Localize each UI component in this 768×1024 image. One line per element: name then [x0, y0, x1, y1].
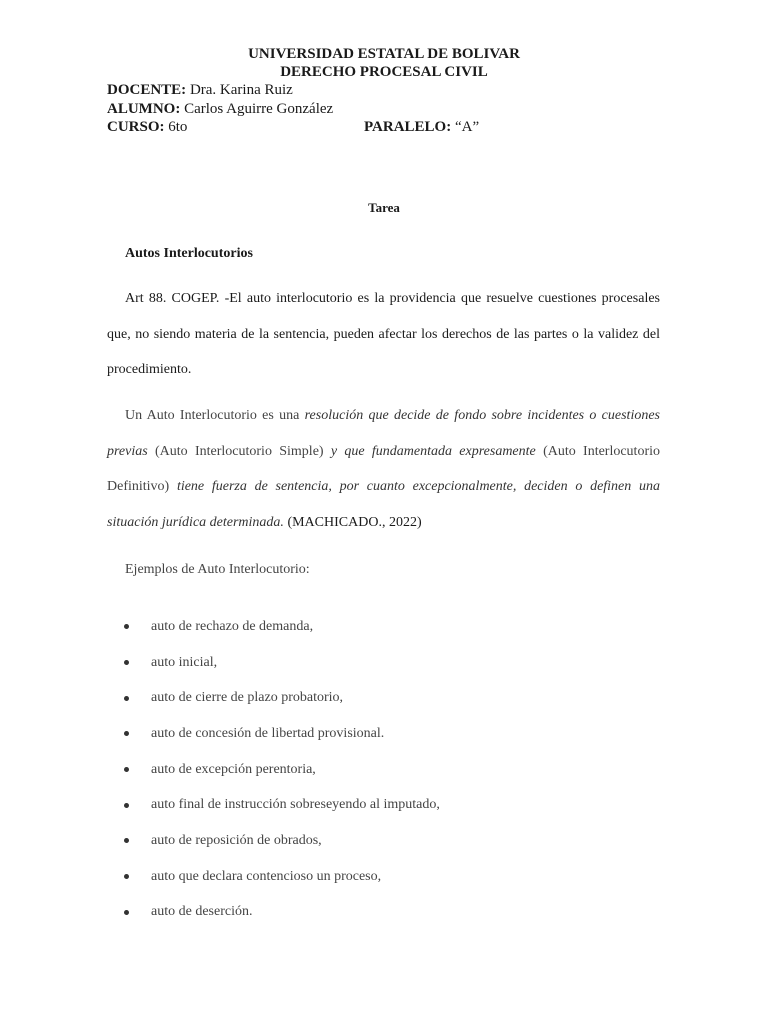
list-item — [120, 645, 440, 681]
examples-list — [120, 609, 440, 930]
bullet-icon — [124, 803, 129, 808]
list-item-text: auto final de instrucción sobreseyendo al imputado, — [151, 797, 440, 813]
paralelo-line — [364, 118, 479, 136]
bullet-icon — [124, 910, 129, 915]
bullet-icon — [124, 624, 129, 629]
docente-line — [107, 81, 293, 99]
bullet-icon — [124, 696, 129, 701]
definition-quote1: resolución que decide de fondo sobre incidentes o cuestiones previas — [107, 408, 661, 459]
alumno-value: Carlos Aguirre González — [184, 101, 334, 117]
list-item — [120, 680, 440, 716]
definition-part3: (Auto Interlocutorio Simple) — [147, 443, 331, 459]
alumno-line — [107, 100, 333, 118]
curso-line — [107, 118, 187, 136]
list-item-text: auto de cierre de plazo probatorio, — [151, 690, 344, 706]
section-heading: Autos Interlocutorios — [125, 246, 253, 261]
definition-citation: (MACHICADO., 2022) — [283, 514, 422, 530]
list-item-text: auto que declara contencioso un proceso, — [151, 868, 382, 884]
subject-title: DERECHO PROCESAL CIVIL — [280, 64, 488, 80]
docente-value: Dra. Karina Ruiz — [189, 82, 293, 98]
list-item-text: auto de reposición de obrados, — [151, 832, 322, 848]
list-item — [120, 609, 440, 645]
definition-part1: Un Auto Interlocutorio es una — [125, 408, 305, 423]
bullet-icon — [124, 767, 129, 772]
university-title: UNIVERSIDAD ESTATAL DE BOLIVAR — [248, 46, 520, 62]
curso-value: 6to — [168, 119, 188, 135]
list-item-text: auto de excepción perentoria, — [151, 761, 316, 777]
list-item-text: auto de rechazo de demanda, — [151, 618, 314, 634]
list-item-text: auto de concesión de libertad provisional. — [151, 725, 385, 741]
list-item-text: auto inicial, — [151, 654, 218, 670]
bullet-icon — [124, 874, 129, 879]
list-item — [120, 895, 440, 931]
paragraph-definition — [107, 398, 660, 540]
bullet-icon — [124, 660, 129, 665]
bullet-icon — [124, 731, 129, 736]
bullet-icon — [124, 838, 129, 843]
list-item — [120, 752, 440, 788]
list-item — [120, 823, 440, 859]
definition-quote2: y que fundamentada expresamente — [330, 443, 536, 459]
paralelo-value: “A” — [454, 119, 480, 135]
docente-label: DOCENTE: — [107, 82, 187, 98]
paralelo-label: PARALELO: — [364, 119, 452, 135]
list-item — [120, 787, 440, 823]
definition-quote3: tiene fuerza de sentencia, por cuanto excepcionalmente, deciden o definen una situación jurídica determinada. — [107, 479, 660, 530]
definition-part5: (Auto Interlocutorio Definitivo) — [107, 443, 661, 494]
list-item — [120, 716, 440, 752]
examples-intro: Ejemplos de Auto Interlocutorio: — [125, 562, 310, 577]
paragraph-article-88: Art 88. COGEP. -El auto interlocutorio es la providencia que resuelve cuestiones procesales que, no siendo materia de la sentencia, pueden afectar los derechos de las partes o la validez del procedimiento. — [107, 291, 660, 377]
document-title: Tarea — [368, 200, 400, 215]
alumno-label: ALUMNO: — [107, 101, 181, 117]
list-item — [120, 859, 440, 895]
curso-label: CURSO: — [107, 119, 165, 135]
list-item-text: auto de deserción. — [151, 904, 253, 920]
